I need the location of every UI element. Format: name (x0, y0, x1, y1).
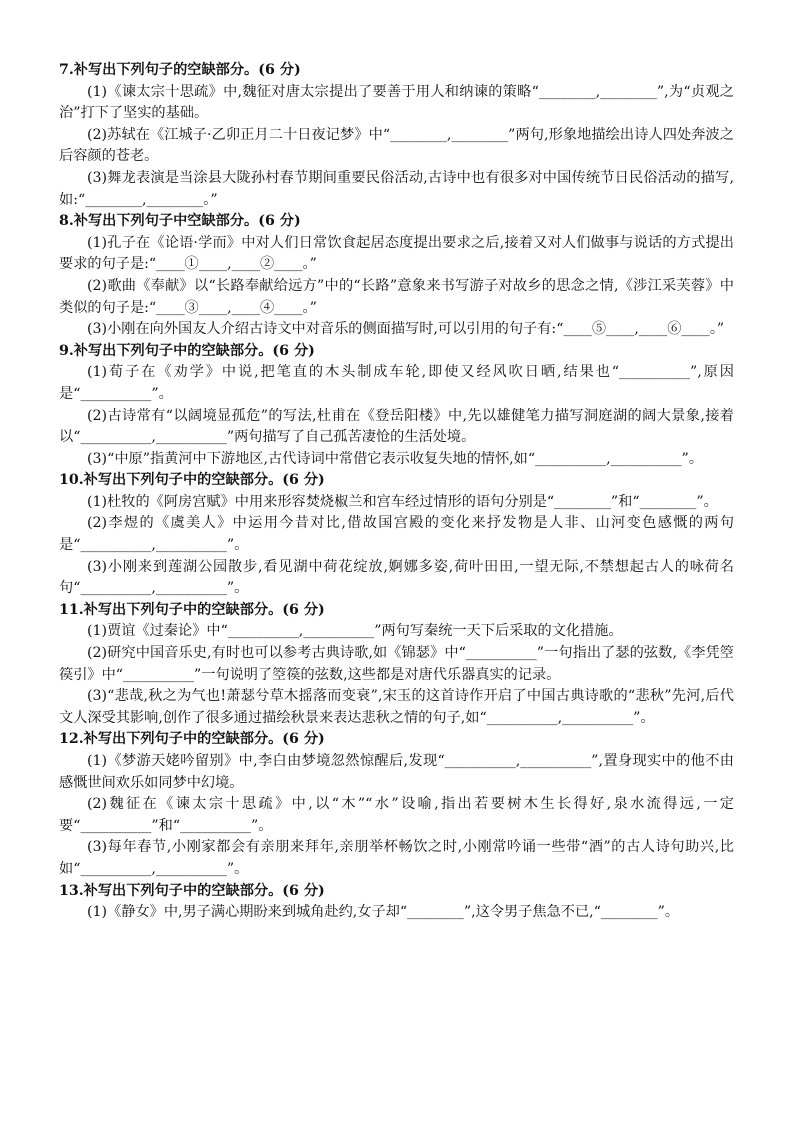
question-10 (59, 470, 734, 600)
question-item: (3)舞龙表演是当涂县大陇孙村春节期间重要民俗活动,古诗中也有很多对中国传统节日民俗活动的描写,如:“________,________。” (59, 169, 734, 208)
question-item: (2)研究中国音乐史,有时也可以参考古典诗歌,如《锦瑟》中“__________”一句指出了瑟的弦数,《李凭箜篌引》中“__________”一句说明了箜篌的弦数,这些都是对唐代乐器真实的记录。 (59, 645, 734, 683)
question-item: (1)《静女》中,男子满心期盼来到城角赴约,女子却“________”,这令男子焦急不已,“________”。 (87, 904, 680, 921)
question-title: 12.补写出下列句子中的空缺部分。(6 分) (59, 731, 325, 748)
question-item: (3)小刚来到莲湖公园散步,看见湖中荷花绽放,婀娜多姿,荷叶田田,一望无际,不禁想起古人的咏荷名句“__________,__________”。 (59, 558, 734, 597)
question-8 (59, 211, 734, 341)
question-item: (2)苏轼在《江城子·乙卯正月二十日夜记梦》中“________,________”两句,形象地描绘出诗人四处奔波之后容颜的苍老。 (59, 126, 734, 165)
question-item: (1)荀子在《劝学》中说,把笔直的木头制成车轮,即使又经风吹日晒,结果也“__________”,原因是“__________”。 (59, 364, 734, 402)
question-11 (59, 600, 734, 730)
question-item: (2)歌曲《奉献》以“长路奉献给远方”中的“长路”意象来书写游子对故乡的思念之情,《涉江采芙蓉》中类似的句子是:“____③____,____④____。” (59, 277, 734, 316)
question-item: (1)孔子在《论语·学而》中对人们日常饮食起居态度提出要求之后,接着又对人们做事与说话的方式提出要求的句子是:“____①____,____②____。” (59, 234, 734, 273)
question-title: 11.补写出下列句子中的空缺部分。(6 分) (59, 601, 325, 618)
question-12 (59, 729, 734, 880)
question-item: (1)杜牧的《阿房宫赋》中用来形容焚烧椒兰和宫车经过情形的语句分别是“________”和“________”。 (87, 493, 718, 510)
question-item: (1)《梦游天姥吟留别》中,李白由梦境忽然惊醒后,发现“__________,__________”,置身现实中的他不由感慨世间欢乐如同梦中幻境。 (59, 753, 734, 791)
question-title: 8.补写出下列句子中空缺部分。(6 分) (59, 213, 301, 230)
question-7 (59, 60, 734, 211)
exam-document (59, 60, 734, 924)
question-item: (2)古诗常有“以阔境显孤危”的写法,杜甫在《登岳阳楼》中,先以雄健笔力描写洞庭湖的阔大景象,接着以“__________,__________”两句描写了自己孤苦凄怆的生活处境。 (59, 407, 734, 446)
question-title: 7.补写出下列句子的空缺部分。(6 分) (59, 62, 301, 78)
question-9 (59, 341, 734, 471)
question-item: (1)《谏太宗十思疏》中,魏征对唐太宗提出了要善于用人和纳谏的策略“________,________”,为“贞观之治”打下了坚实的基础。 (59, 83, 734, 122)
question-title: 13.补写出下列句子中的空缺部分。(6 分) (59, 882, 325, 899)
question-item: (2)李煜的《虞美人》中运用今昔对比,借故国宫殿的变化来抒发物是人非、山河变色感慨的两句是“__________,__________”。 (59, 515, 734, 554)
question-title: 10.补写出下列句子中的空缺部分。(6 分) (59, 472, 325, 489)
question-item: (1)贾谊《过秦论》中“__________,__________”两句写秦统一天下后采取的文化措施。 (87, 623, 623, 640)
question-13 (59, 881, 734, 924)
question-item: (2)魏征在《谏太宗十思疏》中,以“木”“水”设喻,指出若要树木生长得好,泉水流得远,一定要“__________”和“__________”。 (59, 796, 734, 834)
question-item: (3)每年春节,小刚家都会有亲朋来拜年,亲朋举杯畅饮之时,小刚常吟诵一些带“酒”的古人诗句助兴,比如“__________,__________”。 (59, 839, 734, 877)
question-title: 9.补写出下列句子中的空缺部分。(6 分) (59, 342, 315, 359)
question-item: (3)“中原”指黄河中下游地区,古代诗词中常借它表示收复失地的情怀,如“__________,__________”。 (87, 450, 703, 467)
question-item: (3)“悲哉,秋之为气也!萧瑟兮草木摇落而变衰”,宋玉的这首诗作开启了中国古典诗歌的“悲秋”先河,后代文人深受其影响,创作了很多通过描绘秋景来表达悲秋之情的句子,如“__________,__________”。 (59, 688, 734, 726)
question-item: (3)小刚在向外国友人介绍古诗文中对音乐的侧面描写时,可以引用的句子有:“____⑤____,____⑥____。” (87, 321, 725, 338)
